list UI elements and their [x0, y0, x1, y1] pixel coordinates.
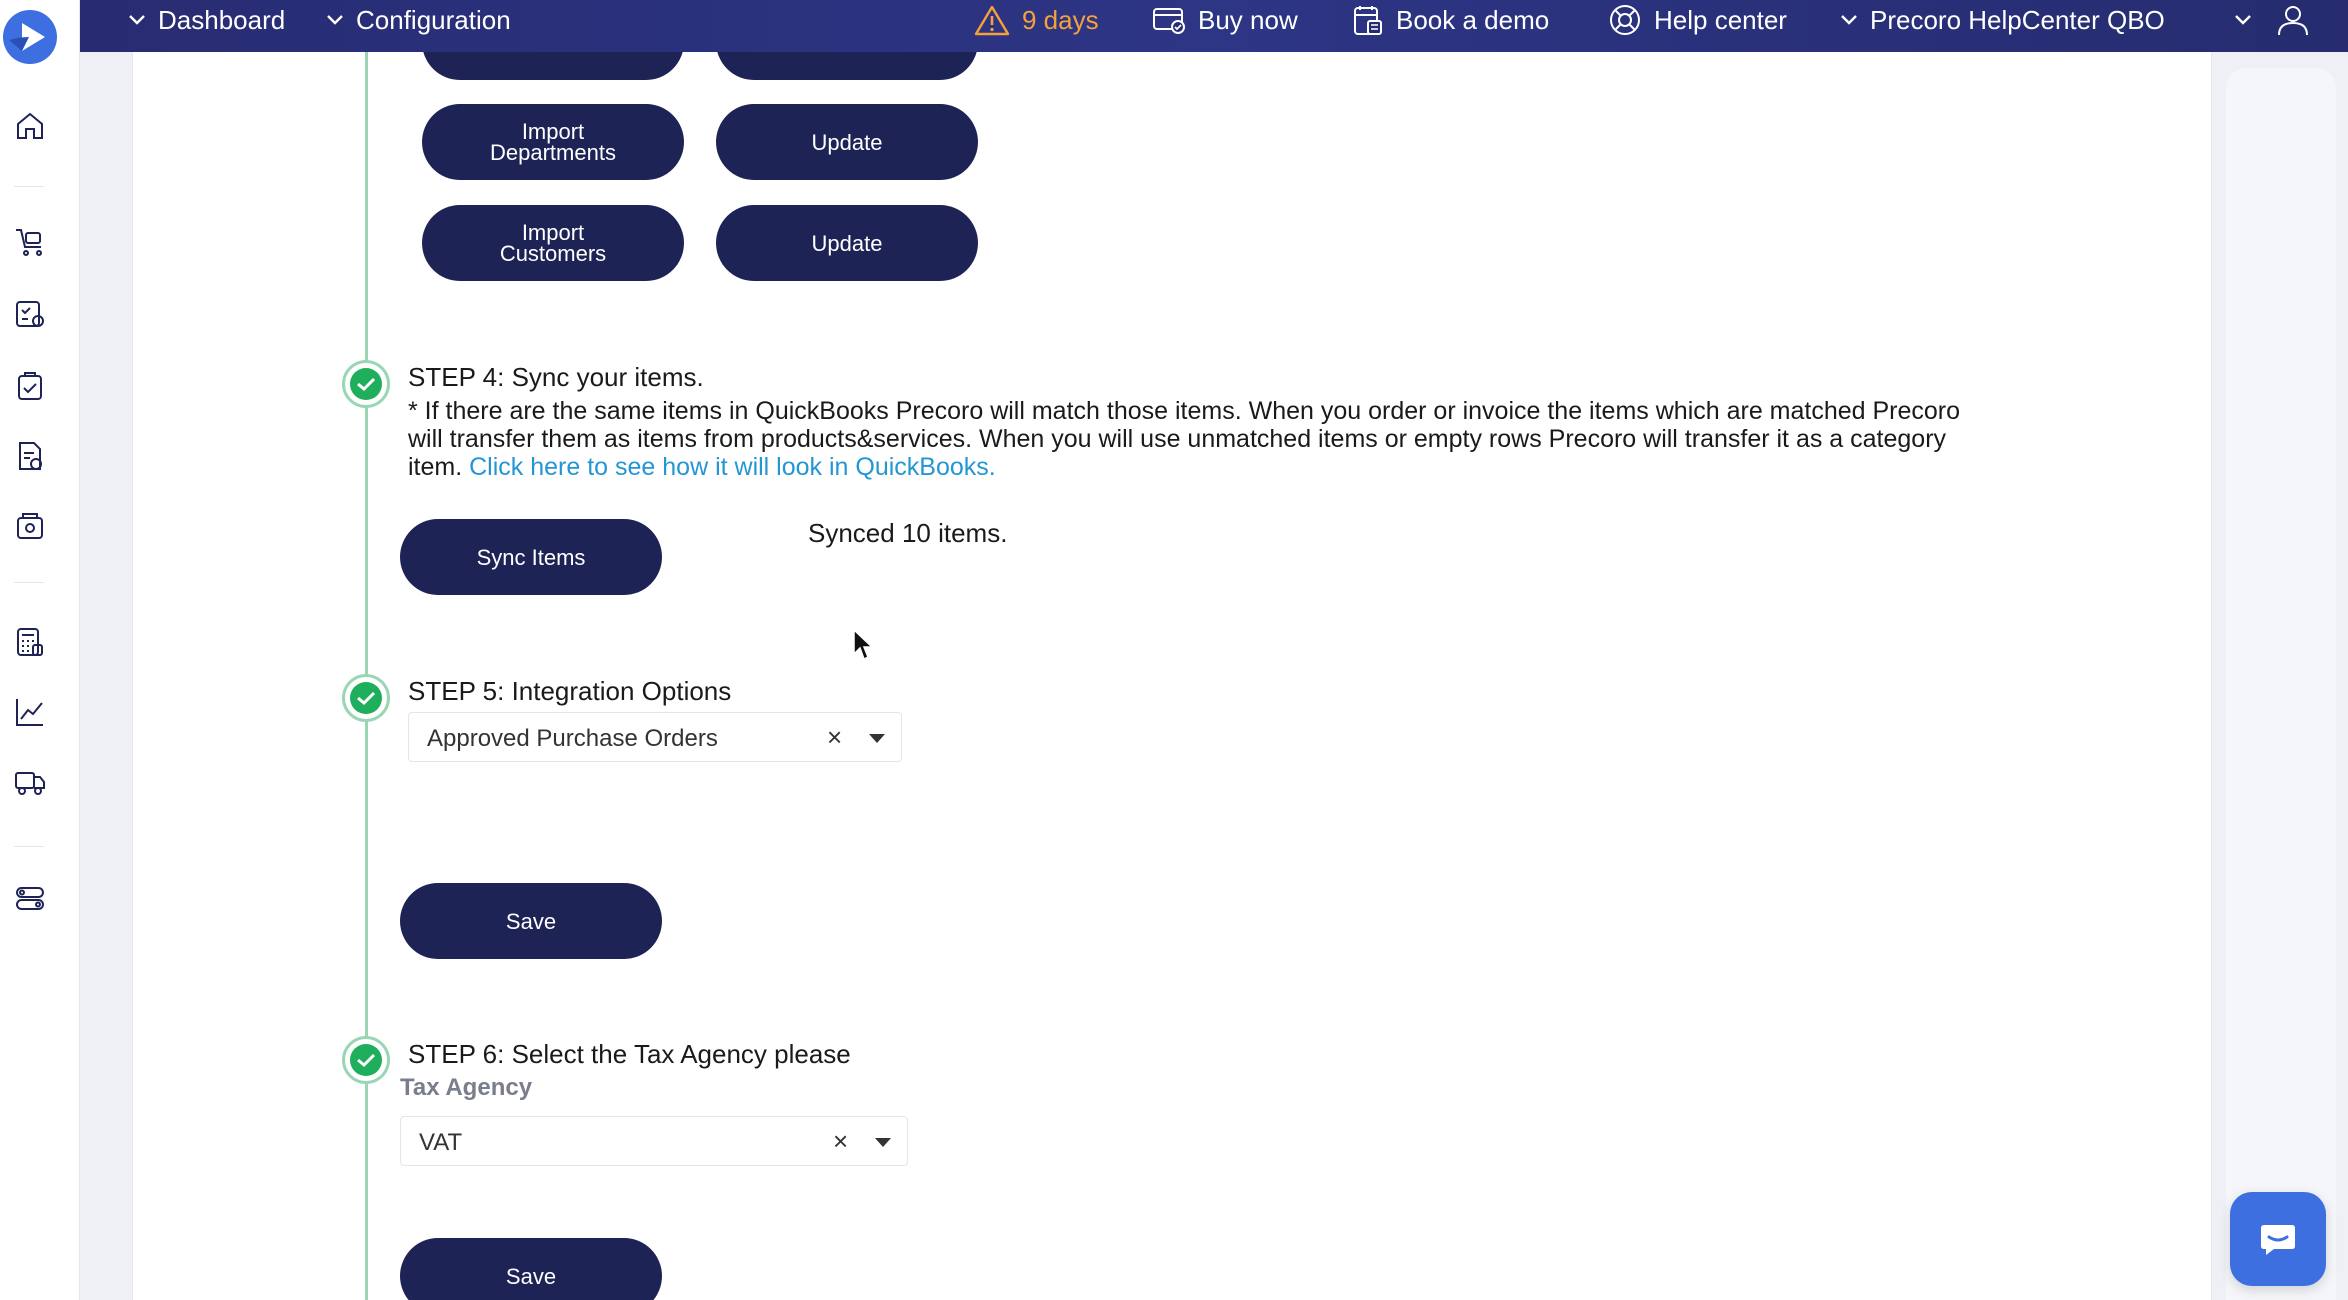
user-menu[interactable]: [2234, 0, 2310, 40]
calendar-icon: [1352, 3, 1384, 37]
step4-description: [408, 397, 1988, 481]
step4-description-text: * If there are the same items in QuickBooks Precoro will match those items. When you order or invoice the items which are matched Precoro will transfer them as items from products&services. When you will use unmatched items or empty rows Precoro will transfer it as a category item.: [408, 397, 1961, 481]
left-sidebar: [0, 0, 80, 1300]
buy-now-link[interactable]: [1152, 0, 1298, 40]
analytics-icon[interactable]: [12, 694, 48, 730]
check-icon: [356, 690, 376, 706]
integration-options-value: Approved Purchase Orders: [427, 725, 718, 752]
update-departments-button[interactable]: [716, 104, 978, 180]
precoro-logo[interactable]: [3, 10, 57, 64]
integration-options-select[interactable]: [408, 712, 902, 762]
chevron-down-icon: [326, 14, 344, 26]
update-departments-label: Update: [811, 129, 883, 155]
top-navigation-bar: [80, 0, 2348, 52]
tax-agency-select[interactable]: [400, 1116, 908, 1166]
configuration-menu[interactable]: [326, 0, 511, 40]
chevron-down-icon: [128, 14, 146, 26]
help-center-label: Help center: [1654, 4, 1787, 35]
dashboard-label: Dashboard: [158, 4, 286, 35]
step5-title: STEP 5: Integration Options: [408, 676, 732, 706]
warning-icon: [974, 4, 1010, 36]
step5-save-label: Save: [505, 908, 557, 934]
update-customers-button[interactable]: [716, 205, 978, 281]
book-demo-link[interactable]: [1352, 0, 1549, 40]
sync-items-label: Sync Items: [476, 544, 586, 570]
step6-save-label: Save: [505, 1263, 557, 1289]
clear-icon[interactable]: ×: [833, 1126, 849, 1156]
configuration-label: Configuration: [356, 4, 511, 35]
chevron-down-icon: [2234, 14, 2252, 26]
step5-save-button[interactable]: [400, 883, 662, 959]
book-demo-label: Book a demo: [1396, 4, 1550, 35]
dropdown-arrow-icon[interactable]: [875, 1138, 891, 1147]
check-icon: [356, 376, 376, 392]
buy-now-label: Buy now: [1198, 4, 1298, 35]
credit-card-icon: [1152, 5, 1186, 35]
user-icon: [2276, 3, 2310, 37]
company-switcher[interactable]: [1840, 0, 2165, 40]
company-name: Precoro HelpCenter QBO: [1870, 4, 2165, 35]
check-icon: [356, 1052, 376, 1068]
settings-toggle-icon[interactable]: [12, 880, 48, 916]
chat-icon: [2258, 1222, 2298, 1256]
trial-days-label: 9 days: [1022, 4, 1099, 35]
dashboard-menu[interactable]: [128, 0, 285, 40]
help-center-link[interactable]: [1608, 0, 1787, 40]
cart-icon[interactable]: [12, 224, 48, 260]
import-customers-label: Import Customers: [499, 220, 607, 266]
quickbooks-preview-link[interactable]: Click here to see how it will look in QuickBooks.: [469, 453, 996, 481]
dropdown-arrow-icon[interactable]: [869, 734, 885, 743]
tax-agency-label: Tax Agency: [400, 1074, 533, 1101]
right-panel-background: [2226, 68, 2336, 1300]
import-departments-button[interactable]: [422, 104, 684, 180]
trial-days-indicator[interactable]: [974, 0, 1099, 40]
calculator-icon[interactable]: [12, 624, 48, 660]
clipboard-check-icon[interactable]: [12, 368, 48, 404]
step6-title: STEP 6: Select the Tax Agency please: [408, 1039, 851, 1069]
chevron-down-icon: [1840, 14, 1858, 26]
step4-complete-indicator: [342, 360, 390, 408]
update-customers-label: Update: [811, 230, 883, 256]
import-departments-label: Import Departments: [490, 119, 616, 165]
home-icon[interactable]: [12, 108, 48, 144]
approval-icon[interactable]: [12, 296, 48, 332]
budget-icon[interactable]: [12, 508, 48, 544]
sync-items-button[interactable]: [400, 519, 662, 595]
lifebuoy-icon: [1608, 3, 1642, 37]
step5-complete-indicator: [342, 674, 390, 722]
delivery-truck-icon[interactable]: [12, 764, 48, 800]
chat-widget-button[interactable]: [2230, 1192, 2326, 1286]
import-customers-button[interactable]: [422, 205, 684, 281]
sync-status-text: Synced 10 items.: [808, 518, 1008, 548]
mouse-cursor-icon: [852, 628, 874, 662]
step6-save-button[interactable]: [400, 1238, 662, 1300]
step4-title: STEP 4: Sync your items.: [408, 362, 704, 392]
step6-complete-indicator: [342, 1036, 390, 1084]
invoice-icon[interactable]: [12, 438, 48, 474]
clear-icon[interactable]: ×: [827, 722, 843, 752]
tax-agency-value: VAT: [419, 1129, 463, 1156]
